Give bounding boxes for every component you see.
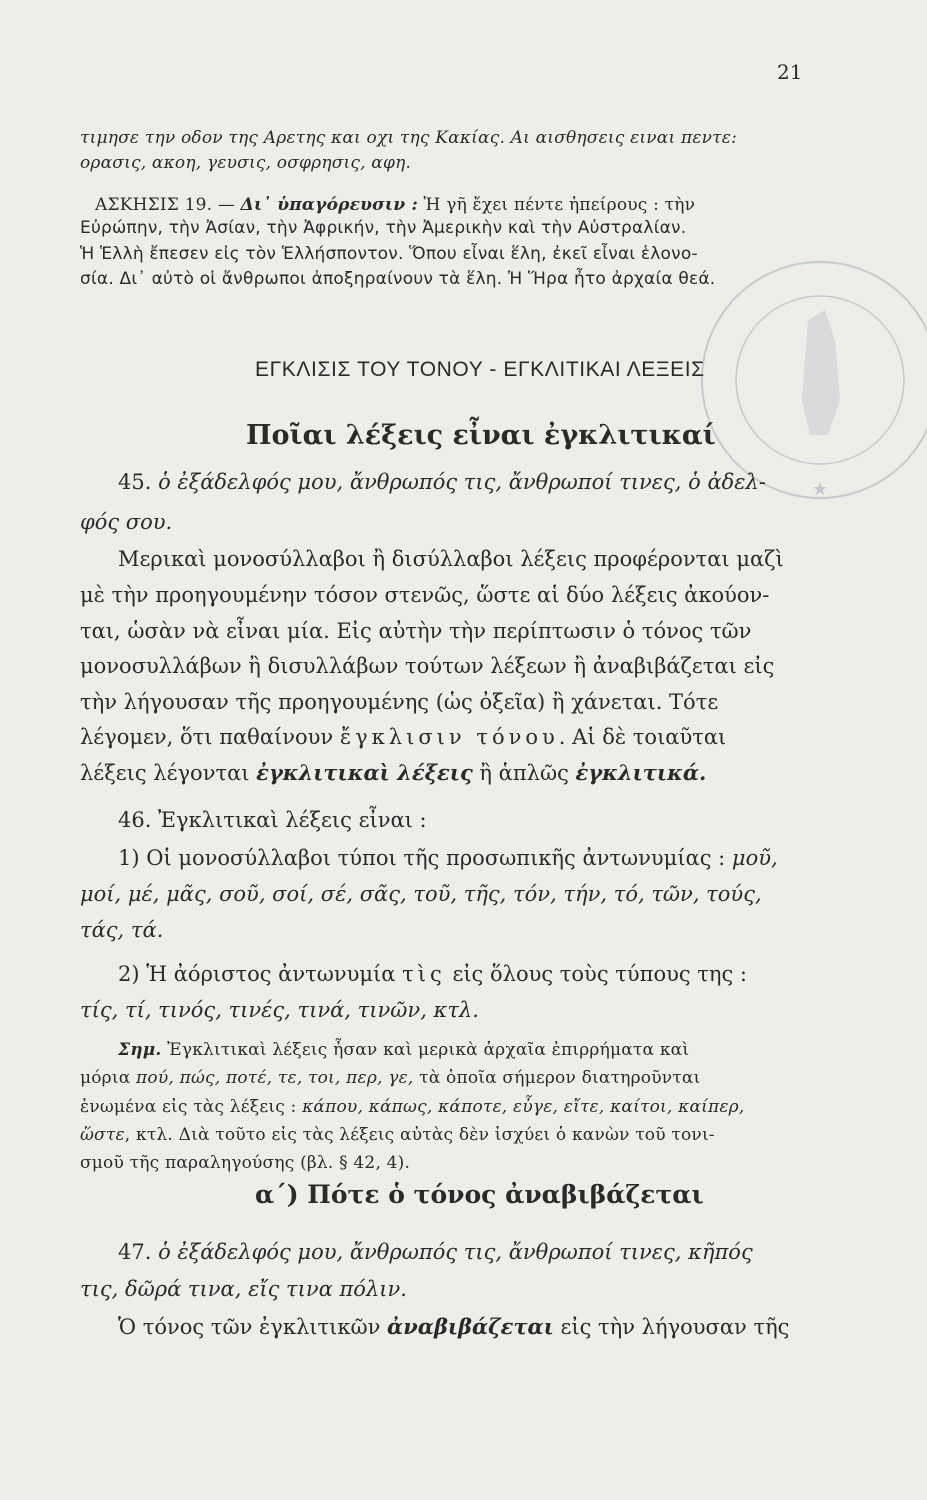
note-label: Σημ. <box>118 1040 162 1060</box>
text-line: μὲ τὴν προηγουμένην τόσον στενῶς, ὥστε αἱ δύο λέξεις ἀκούον- <box>80 583 770 607</box>
subsection-heading: Ποῖαι λέξεις εἶναι ἐγκλιτικαί <box>246 420 716 451</box>
list-item-1: 1) Οἱ μονοσύλλαβοι τύποι τῆς προσωπικῆς ἀντωνυμίας : μοῦ, <box>118 846 778 870</box>
example-line: 45. ὁ ἐξάδελφός μου, ἄνθρωπός τις, ἄνθρωποί τινες, ὁ ἀδελ- <box>118 470 766 494</box>
paragraph-number: 47. <box>118 1240 152 1264</box>
text-line: τιμησε την οδον της Αρετης και οχι της Κακίας. Αι αισθησεις ειναι πεντε: <box>80 128 738 148</box>
text-line: Εὐρώπην, τὴν Ἀσίαν, τὴν Ἀφρικήν, τὴν Ἀμερικὴν καὶ τὴν Αὐστραλίαν. <box>80 218 687 238</box>
bold-term: ἀναβιβάζεται <box>387 1314 554 1339</box>
section-heading: ΕΓΚΛΙΣΙΣ ΤΟΥ ΤΟΝΟΥ - ΕΓΚΛΙΤΙΚΑΙ ΛΕΞΕΙΣ <box>255 358 705 381</box>
text-line: Ἡ Ἑλλὴ ἔπεσεν εἰς τὸν Ἑλλήσποντον. Ὅπου εἶναι ἕλη, ἐκεῖ εἶναι ἑλονο- <box>80 244 698 264</box>
text-line: λέγομεν, ὅτι παθαίνουν ἔγκλισιν τόνου. Αἱ δὲ τοιαῦται <box>80 725 727 749</box>
note-line: Σημ. Ἐγκλιτικαὶ λέξεις ἦσαν καὶ μερικὰ ἀρχαῖα ἐπιρρήματα καὶ <box>118 1040 690 1060</box>
list-item-2: 2) Ἡ ἀόριστος ἀντωνυμία τὶς εἰς ὅλους τοὺς τύπους της : <box>118 962 747 986</box>
text-line: σία. Δι᾽ αὐτὸ οἱ ἄνθρωποι ἀποξηραίνουν τὰ ἕλη. Ἡ Ἥρα ἦτο ἀρχαία θεά. <box>80 269 716 289</box>
example-line: 47. ὁ ἐξάδελφός μου, ἄνθρωπός τις, ἄνθρωποί τινες, κῆπός <box>118 1240 753 1264</box>
exercise-title: Δι᾽ ὑπαγόρευσιν : <box>240 195 418 215</box>
spaced-term: ἔγκλισιν τόνου <box>339 725 559 749</box>
svg-text:★: ★ <box>811 479 829 500</box>
exercise-label: ΑΣΚΗΣΙΣ 19. — <box>95 195 241 215</box>
bold-term: ἐγκλιτικά. <box>575 760 707 785</box>
note-line: σμοῦ τῆς παραληγούσης (βλ. § 42, 4). <box>80 1153 411 1173</box>
text-line: Μερικαὶ μονοσύλλαβοι ἢ δισύλλαβοι λέξεις προφέρονται μαζὶ <box>118 547 784 571</box>
note-line: ἑνωμένα εἰς τὰς λέξεις : κάπου, κάπως, κάποτε, εὖγε, εἴτε, καίτοι, καίπερ, <box>80 1097 745 1117</box>
exercise-19-line: ΑΣΚΗΣΙΣ 19. — Δι᾽ ὑπαγόρευσιν : Ἡ γῆ ἔχει πέντε ἠπείρους : τὴν <box>95 195 696 215</box>
text-line: φός σου. <box>80 510 173 534</box>
text-line: μοί, μέ, μᾶς, σοῦ, σοί, σέ, σᾶς, τοῦ, τῆς, τόν, τήν, τό, τῶν, τούς, <box>80 882 762 906</box>
text-line: τις, δῶρά τινα, εἴς τινα πόλιν. <box>80 1277 407 1301</box>
note-line: μόρια πού, πώς, ποτέ, τε, τοι, περ, γε, τὰ ὁποῖα σήμερον διατηροῦνται <box>80 1068 701 1088</box>
text-line: 46. Ἐγκλιτικαὶ λέξεις εἶναι : <box>118 808 427 832</box>
text-line: ορασις, ακοη, γευσις, οσφρησις, αφη. <box>80 153 412 173</box>
note-line: ὥστε, κτλ. Διὰ τοῦτο εἰς τὰς λέξεις αὐτὰς δὲν ἰσχύει ὁ κανὼν τοῦ τονι- <box>80 1125 715 1145</box>
text-line: μονοσυλλάβων ἢ δισυλλάβων τούτων λέξεων ἢ ἀναβιβάζεται εἰς <box>80 654 775 678</box>
text-line: ται, ὡσὰν νὰ εἶναι μία. Εἰς αὐτὴν τὴν περίπτωσιν ὁ τόνος τῶν <box>80 619 752 643</box>
text-line: τίς, τί, τινός, τινές, τινά, τινῶν, κτλ. <box>80 998 479 1022</box>
text-line: τάς, τά. <box>80 918 164 942</box>
paragraph-number: 45. <box>118 470 152 494</box>
subsection-heading: α΄) Πότε ὁ τόνος ἀναβιβάζεται <box>255 1180 704 1209</box>
text-line: Ὁ τόνος τῶν ἐγκλιτικῶν ἀναβιβάζεται εἰς τὴν λήγουσαν τῆς <box>118 1314 790 1339</box>
bold-term: ἐγκλιτικαὶ λέξεις <box>256 760 473 785</box>
text-line: τὴν λήγουσαν τῆς προηγουμένης (ὡς ὀξεῖα) ἢ χάνεται. Τότε <box>80 690 719 714</box>
page-number: 21 <box>777 60 803 84</box>
text-line: λέξεις λέγονται ἐγκλιτικαὶ λέξεις ἢ ἁπλῶς ἐγκλιτικά. <box>80 760 707 785</box>
